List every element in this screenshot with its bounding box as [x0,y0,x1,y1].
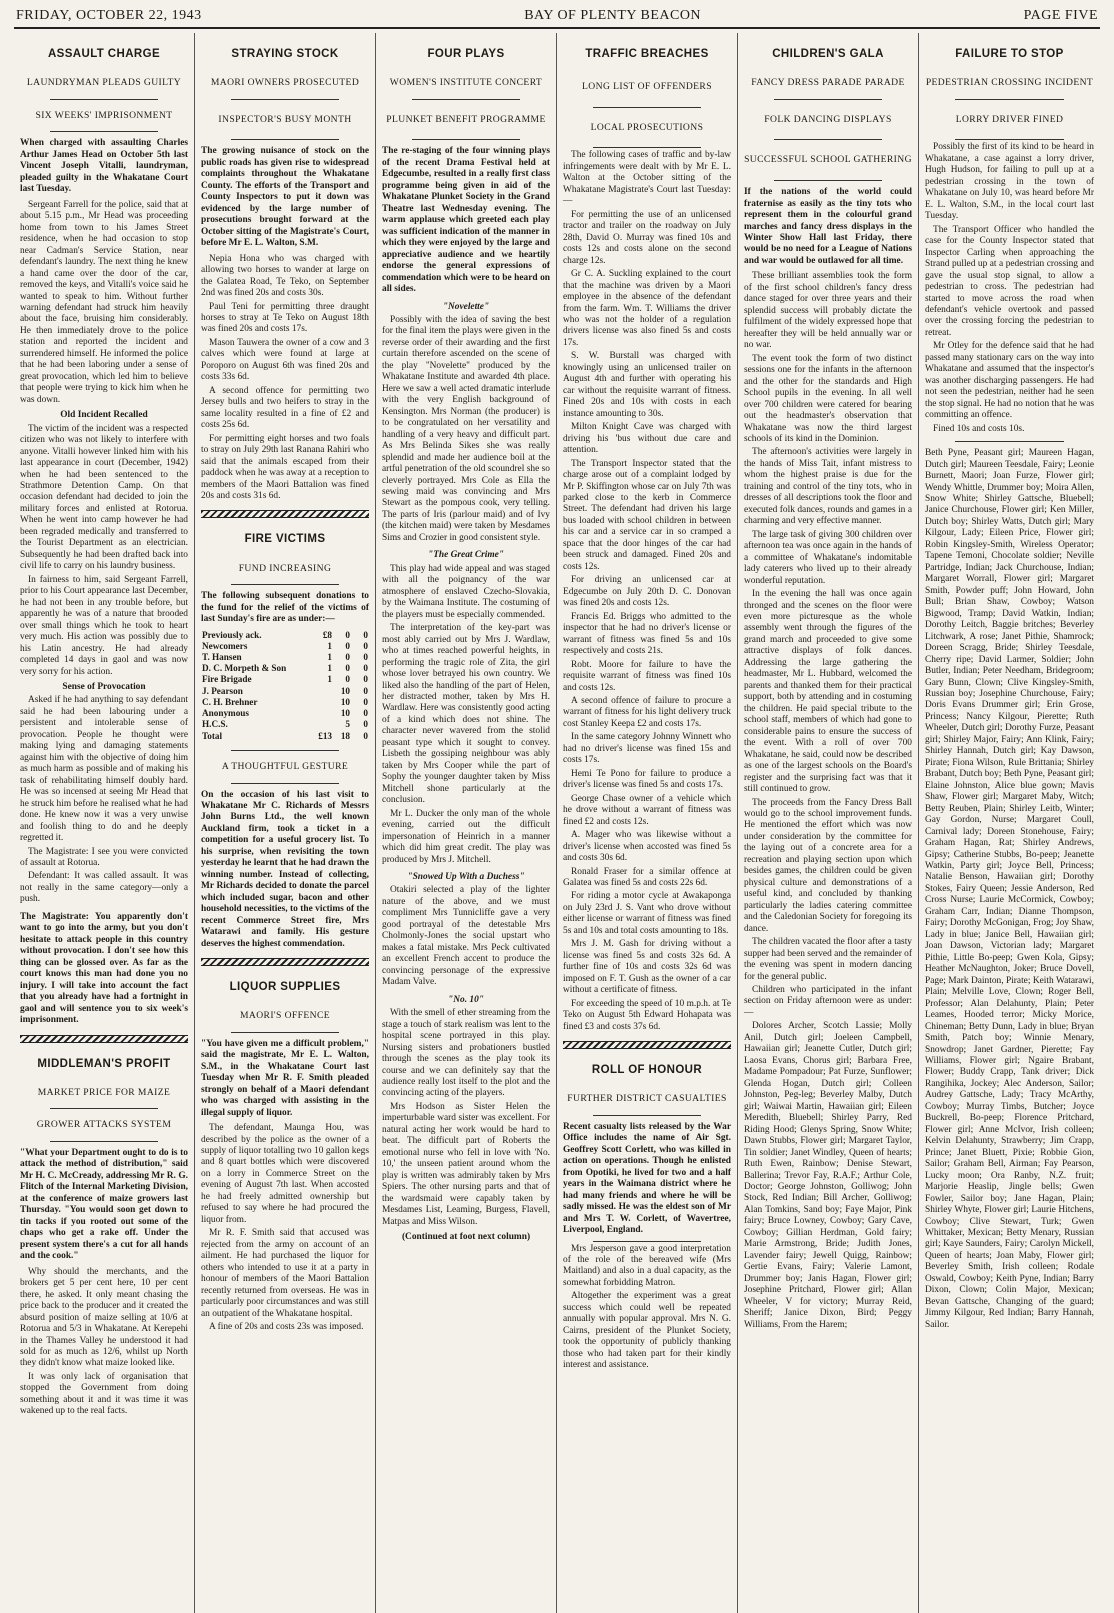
headline-childrens-gala: CHILDREN'S GALA [772,48,884,60]
column-2 [195,33,376,1613]
article-lede: On the occasion of his last visit to Whakatane Mr C. Richards of Messrs John Burns Ltd., the well known Auckland firm, took a ticket in a competition for a useful grocery list. To his surprise, when revisiting the town yesterday he learnt that he had drawn the winning number. Instead of collecting, Mr Richards decided to donate the parcel which included sugar, bacon and other household necessities, to the victims of the recent Commerce Street fire, Mrs Watarawi and family. His gesture deserves the highest commendation. [201,789,369,949]
paragraph: The afternoon's activities were largely in the hands of Miss Tait, infant mistress to whom the highest praise is due for the training and control of the tiny tots, who in dresses of all descriptions took the floor and executed folk dances, rounds and games in a charming and very effective manner. [744,447,912,527]
deck: SUCCESSFUL SCHOOL GATHERING [744,154,912,166]
divider [593,1115,701,1116]
amount-shillings: 10 [340,708,350,719]
paragraph: Paul Teni for permitting three draught horses to stray at Te Teko on August 18th was fined 20s and costs 17s. [201,301,369,335]
paragraph: For riding a motor cycle at Awakaponga on July 23rd J. S. Vant who drove without either license or warrant of fitness was fined 5s and 10s and total costs amounting to 18s. [563,891,731,936]
donation-row [201,708,369,719]
article-lede: If the nations of the world could fraternise as easily as the tiny tots who represent them in the colourful grand marches and fancy dress displays in the Winter Show Hall last Friday, there would be no need for a League of Nations and war would be outlawed for all time. [744,187,912,266]
paragraph: Mr L. Ducker the only man of the whole evening, carried out the difficult impersonation of Heinrich in a manner which did him great credit. The play was produced by Mrs J. Mitchell. [382,808,550,865]
ornament-divider [201,958,369,966]
donor-name: J. Pearson [202,685,243,696]
divider [50,99,158,100]
headline-straying-stock: STRAYING STOCK [231,48,339,60]
amount-shillings: 0 [345,629,350,640]
divider [593,147,701,148]
deck: FUND INCREASING [238,562,332,574]
paragraph: A. Mager who was likewise without a driver's license when accosted was fined 5s and costs 30s 6d. [563,830,731,864]
donation-row [201,719,369,730]
paragraph: Asked if he had anything to say defendant said he had been labouring under a persistent and intolerable sense of provocation. People he thought were making lying and damaging statements against him with the objective of doing him as much harm as possible and of making his task of rehabilitating himself doubly hard. He was so incensed at seeing Mr Head that he struck him before he realised what he had done. He knew now it was a very unwise and foolish thing to do and he deeply regretted it. [20,695,188,844]
divider [593,1241,701,1242]
donation-row [201,652,369,663]
paragraph: Mrs Jesperson gave a good interpretation of the role of the bereaved wife (Mrs Maitland) and also in a dual capacity, as the somewhat forbidding Matron. [563,1243,731,1288]
subhead: Sense of Provocation [62,681,146,692]
deck: GROWER ATTACKS SYSTEM [36,1119,172,1131]
donor-name: Total [202,730,223,741]
paragraph: Otakiri selected a play of the lighter nature of the above, and we must compliment Mrs Tunnicliffe gave a very good portrayal of the detestable Mrs Cholmonly-Jones the social upstart who makes a fatal mistake. Mrs Peck cultivated an excellent French accent to produce the convincing personage of the expressive Madam Valve. [382,885,550,988]
headline-assault-charge: ASSAULT CHARGE [47,48,161,60]
column-5 [738,33,919,1613]
article-body [201,254,369,503]
paper-name: BAY OF PLENTY BEACON [524,8,702,23]
deck: FOLK DANCING DISPLAYS [764,113,892,125]
donor-name: Fire Brigade [202,674,252,685]
subhead: Old Incident Recalled [60,410,148,421]
play-title: "Novelette" [442,301,490,312]
paragraph: George Chase owner of a vehicle which he drove without a warrant of fitness was fined £2 and costs 12s. [563,793,731,827]
paragraph: Sergeant Farrell for the police, said that at about 5.15 p.m., Mr Head was proceeding home from town to his James Street residence, when he had occasion to stop near Cadman's Service Station, near defendant's laundry. The next thing he knew a hand came over the door of the car, removed the keys, and Vitalli's voice said he wanted to speak to him. Without further warning defendant had struck him heavily about the face, bruising him considerably. He then immediately drove to the police station and reported the incident and surrendered himself. He informed the police that he had been laboring under a sense of great provocation, which led him to believe that people were trying to kick him when he was down. [20,199,188,405]
amount-shillings: 10 [340,696,350,707]
paragraph: The event took the form of two distinct sessions one for the infants in the afternoon and the other for the standards and High School pupils in the evening. In all well over 700 children were catered for bearing out the headmaster's observation that Whakatane was now the third largest schools of its kind in the Dominion. [744,353,912,444]
paragraph: In the evening the hall was once again thronged and the scenes on the floor were even more picturesque as the whole assembly went through the figures of the grand march and proceeded to give some attractive displays of folk dances. Addressing the large gathering the headmaster, Mr L. Hubbard, welcomed the parents and thanked them for their practical support, both by attending and in costuming the children. He paid special tribute to the school staff, members of which had gone to considerable pains to ensure the success of the event. With a roll of over 700 Whakatane, he said, could now be described as one of the largest schools on the Board's register and the surprising fact was that it still continued to grow. [744,589,912,795]
deck: FANCY DRESS PARADE PARADE [751,77,905,89]
divider [50,1141,158,1142]
amount-shillings: 10 [340,685,350,696]
divider [774,99,882,100]
paragraph: The Transport Inspector stated that the charge arose out of a complaint lodged by Mr P. Skiffington whose car on July 7th was parked close to the kerb in Commerce Street. The defendant had driven his large bus loaded with school children in between his car and a service car in so cramped a space that the door hinges of the car had been struck and damaged. Fined 20s and costs 12s. [563,458,731,572]
deck: LAUNDRYMAN PLEADS GUILTY [26,77,182,89]
donor-name: H.C.S. [202,719,228,730]
paragraph: Milton Knight Cave was charged with driving his 'bus without due care and attention. [563,422,731,456]
divider [412,139,520,140]
paragraph: Altogether the experiment was a great success which could well be repeated annually with popular approval. Mrs N. G. Cairns, president of the Plunket Society, took the opportunity of publicly thanking those who had taken part for their kindly interest and assistance. [563,1291,731,1371]
headline-fire-victims: FIRE VICTIMS [244,533,326,546]
amount-pounds [315,697,333,708]
amount-shillings: 0 [345,640,350,651]
amount-pounds: £8 [322,629,332,640]
donor-name: Newcomers [202,640,248,651]
amount-pounds: 1 [327,674,332,685]
paragraph: S. W. Burstall was charged with knowingly using an unlicensed trailer on August 4th and further with operating his car without the requisite warrant of fitness. Fined 20s and 10s with costs in each instance amounting to 30s. [563,351,731,419]
paragraph: Mason Tauwera the owner of a cow and 3 calves which were found at large at Poroporo on August 6th was fined 20s and costs 33s 6d. [201,337,369,383]
paragraph: Defendant: It was called assault. It was not really in the same category—only a push. [20,871,188,905]
paragraph: Ronald Fraser for a similar offence at Galatea was fined 5s and costs 22s 6d. [563,866,731,889]
divider [231,584,339,585]
deck: FURTHER DISTRICT CASUALTIES [567,1093,727,1105]
paragraph: A fine of 20s and costs 23s was imposed. [209,1322,364,1333]
article-lede: The re-staging of the four winning plays of the recent Drama Festival held at Edgecumbe, resulted in a really first class programme being given in aid of the Whakatane Plunket Society in the Grand Theatre last Wednesday evening. The warm applause which greeted each play was sufficient indication of the manner in which they were enjoyed by the large and appreciative audience and we heartily endorse the general expressions of commendation which were to be heard on all sides. [382,146,550,295]
amount-pounds [315,708,333,719]
amount-shillings: 0 [345,663,350,674]
article-lede: When charged with assaulting Charles Arthur James Head on October 5th last Vincent Joseph Vitalli, laundryman, pleaded guilty in the Whakatane Court last Tuesday. [20,138,188,195]
amount-pounds: 1 [327,640,332,651]
amount-shillings: 0 [345,674,350,685]
headline-traffic-breaches: TRAFFIC BREACHES [585,48,709,60]
divider [50,131,158,132]
paragraph: These brilliant assemblies took the form of the first school children's fancy dress dance staged for over three years and their splendid success will probably dictate the fulfilment of the widely expressed hope that hereafter they will be held annually war or no war. [744,271,912,351]
amount-pence: 0 [363,730,368,741]
paragraph: The victim of the incident was a respected citizen who was not likely to interfere with anyone. Vitalli however linked him with his last appearance in court (December, 1942) when he had been sentenced to the Strathmore Detention Camp. On that occasion defendant had decided to join the military forces and enlisted at Rotorua. When he went into camp however he had been regraded medically and transferred to the Tourist Department as an electrician. Subsequently he had been drafted back into civil life to carry on his laundry business. [20,423,188,572]
donations-total-row [201,731,369,742]
paragraph: The interpretation of the key-part was most ably carried out by Mrs J. Wardlaw, who at times reached powerful heights, in performing the tragic role of Zita, the girl whose lover betrayed his own country. We liked also the handling of the part of Helen, her distracted mother, taken by Mrs H. Wardlaw. Here was consistently good acting of a kind which does not shine. The character never wavered from the stolid peasant type which it sought to convey. Lisbeth the gossiping neighbour was ably taken by Mrs Cooper while the part of Sophy the younger daughter taken by Miss Mitchell shone particularly at the conclusion. [382,623,550,806]
amount-shillings: 5 [345,719,350,730]
play-title: "Snowed Up With a Duchess" [407,872,525,883]
article-lede: "What your Department ought to do is to attack the method of distribution," said Mr H. C. McCready, addressing Mr R. G. Flitch of the Internal Marketing Division, at the conference of maize growers last Thursday. "You would soon get down to tin tacks if you rooted out some of the chaps who get a rake off. Under the present system there's a cut for all hands and the cook." [20,1148,188,1262]
paragraph: For permitting eight horses and two foals to stray on July 29th last Ranana Rahiri who said that the animals escaped from their paddock when he was away at a reception to members of the Maori Battalion was fined 20s and costs 31s 6d. [201,433,369,502]
continued-note: (Continued at foot next column) [401,1232,531,1243]
amount-pence: 0 [363,685,368,696]
paragraph: Mrs Hodson as Sister Helen the imperturbable ward sister was excellent. For natural acting her work would be hard to beat. The difficult part of Roberts the emotional nurse who fell in love with 'No. 10,' the unseen patient around whom the play is written was admirably taken by Mrs Spiers. The other nursing parts and that of the wardsmaid were capably taken by Mesdames List, Leaming, Burgess, Flavell, Matpas and Miss Wilson. [382,1101,550,1227]
paragraph: A second offence for permitting two Jersey bulls and two heifers to stray in the same locality resulted in a fine of £2 and costs 25s 6d. [201,385,369,431]
column-4 [557,33,738,1613]
paragraph: This play had wide appeal and was staged with all the poignancy of the war atmosphere of enslaved Czecho-Slovakia, by the Waimana Institute. The costuming of the players must be especially commended. [382,563,550,620]
paragraph: For exceeding the speed of 10 m.p.h. at Te Teko on August 5th Edward Hohapata was fined £3 and costs 37s 6d. [563,998,731,1032]
paragraph: Fined 10s and costs 10s. [933,423,1025,434]
donor-name: T. Hansen [202,652,242,663]
paragraph: For driving an unlicensed car at Edgecumbe on July 20th D. C. Donovan was fined 20s and costs 12s. [563,575,731,609]
deck: LORRY DRIVER FINED [955,113,1064,125]
deck: MAORI'S OFFENCE [239,1010,331,1022]
donor-name: Anonymous [202,708,249,719]
ornament-divider [201,510,369,518]
divider [231,1032,339,1033]
headline-four-plays: FOUR PLAYS [427,48,505,60]
paragraph: Nepia Hona who was charged with allowing two horses to wander at large on the Galatea Road, Te Teko, on September 2nd was fined 20s and costs 30s. [201,253,369,299]
article-body [925,142,1094,435]
donations-table [201,630,369,742]
divider [231,99,339,100]
amount-pounds: 1 [327,663,332,674]
donation-row [201,697,369,708]
divider [955,441,1064,442]
divider [231,750,339,751]
deck: MARKET PRICE FOR MAIZE [37,1086,171,1098]
article-body [563,150,731,1033]
paragraph: Mr Otley for the defence said that he had passed many stationary cars on the way into Whakatane and assumed that the inspector's was another discharging passengers. He had not seen the pedestrian, neither had he seen the stop signal. He had no notion that he was committing an offence. [925,341,1094,421]
paragraph: Robt. Moore for failure to have the requisite warrant of fitness was fined 10s and costs 12s. [563,659,731,693]
paragraph: In the same category Johnny Winnett who had no driver's license was fined 15s and costs 17s. [563,732,731,766]
divider [412,99,520,100]
masthead [14,6,1100,29]
amount-pence: 0 [363,652,368,663]
deck: LOCAL PROSECUTIONS [590,121,704,133]
article-lede: "You have given me a difficult problem," said the magistrate, Mr E. L. Walton, S.M., in the Whakatane Court last Tuesday when Mr R. F. Smith pleaded strongly on behalf of a Maori defendant who was charged with assisting in the illegal supply of liquor. [201,1038,369,1118]
donation-row [201,641,369,652]
headline-failure-to-stop: FAILURE TO STOP [955,48,1064,60]
bold-paragraph: The Magistrate: You apparently don't want to go into the army, but you don't hesitate to attack people in this country without provocation. I don't see how this thing can be glossed over. As far as the court knows this man had done you no injury. I will take into account the fact that you already have had a fortnight in gaol and will sentence you to six week's imprisonment. [20,911,188,1026]
amount-pence: 0 [363,708,368,719]
column-1 [14,33,195,1613]
donor-name: Previously ack. [202,629,262,640]
page-number: PAGE FIVE [1023,8,1098,23]
donor-name: D. C. Morpeth & Son [202,663,287,674]
divider [774,180,882,181]
amount-pence: 0 [363,674,368,685]
paragraph: It was only lack of organisation that stopped the Government from doing something about it and it was time it was wakened up to the real facts. [20,1371,188,1417]
amount-pounds: 1 [327,652,332,663]
paragraph: The Magistrate: I see you were convicted of assault at Rotorua. [20,846,188,869]
amount-pounds: £13 [318,730,332,741]
paragraph: The proceeds from the Fancy Dress Ball would go to the school improvement funds. He mentioned the effort which was now under consideration by the committee for the laying out of a concrete area for a recreation and playing section upon which besides games, the children could be given physical culture and demonstrations of a useful kind, and concluded by thanking particularly the ladies catering committee and the Caledonian Society for foregoing its dance. [744,797,912,934]
paragraph: A second offence of failure to procure a warrant of fitness for his light delivery truck cost Stanley Keepa £2 and costs 17s. [563,695,731,729]
paragraph: The children vacated the floor after a tasty supper had been served and the remainder of the evening was spent in modern dancing for the general public. [744,937,912,982]
paragraph: The Transport Officer who handled the case for the County Inspector stated that Inspector Carling when approaching the Strand pulled up at a pedestrian crossing and gave the usual stop signal, to allow a pedestrian to cross. The pedestrian had started to move across the road when defendant's vehicle overtook and passed over the crossing forcing the pedestrian to retreat. [925,224,1094,338]
paragraph: Why should the merchants, and the brokers get 5 per cent here, 10 per cent there, he asked. It only meant chasing the price back to the producer and it created the absurd position of maize selling at 10/6 at Rotorua and 5/3 in Whakatane. At Kerepehi in the Thames Valley he understood it had sold for as much as 12/6, whilst up North they didn't know what maize looked like. [20,1266,188,1369]
paragraph: Children who participated in the infant section on Friday afternoon were as under:— [744,985,912,1018]
deck: WOMEN'S INSTITUTE CONCERT [389,77,543,89]
play-title: "The Great Crime" [427,550,505,561]
amount-shillings: 18 [340,730,350,741]
deck: A THOUGHTFUL GESTURE [221,760,349,772]
headline-middlemans-profit: MIDDLEMAN'S PROFIT [37,1057,171,1070]
paragraph: The following cases of traffic and by-law infringements were dealt with by Mr E. L. Walton at the October sitting of the Whakatane Magistrate's Court last Tuesday:— [563,150,731,207]
article-body [744,271,912,1331]
deck: INSPECTOR'S BUSY MONTH [218,113,352,125]
divider [50,1108,158,1109]
amount-pence: 0 [363,640,368,651]
article-body [382,315,550,1228]
divider [774,139,882,140]
divider [955,99,1064,100]
paragraph: The defendant, Maunga Hou, was described by the police as the owner of a supply of liquor totalling two 10 gallon kegs and 8 quart bottles which were discovered on a lorry in Commerce Street on the evening of August 7th last. When accosted he had freely admitted ownership but refused to say where he had procured the liquor from. [201,1123,369,1225]
paragraph: Hemi Te Pono for failure to produce a driver's license was fined 5s and costs 17s. [563,768,731,791]
article-body [201,1123,369,1333]
paragraph: The large task of giving 300 children over afternoon tea was once again in the hands of a committee of Whakatane's indomitable lady caterers who lived up to their already wonderful reputation. [744,529,912,586]
divider [231,139,339,140]
article-body [563,1244,731,1372]
amount-shillings: 0 [345,652,350,663]
paragraph: In fairness to him, said Sergeant Farrell, prior to his Court appearance last December, he had not been in any trouble before, but apparently he was of a nature that brooded over small things which he took to heart very much. His action was possibly due to his Latin ancestry. He had already completed 14 days in gaol and was now very sorry for his action. [20,574,188,677]
article-lede: The growing nuisance of stock on the public roads has given rise to widespread complaints throughout the Whakatane County. The efforts of the Transport and County Inspectors to put it down was evidenced by the large number of prosecutions brought forward at the October sitting of the Magistrate's Court, before Mr E. L. Walton, S.M. [201,146,369,249]
article-lede: Recent casualty lists released by the War Office includes the name of Air Sgt. Geoffrey Scott Corlett, who was killed in action on operations. Though he enlisted from Opotiki, he lived for two and a half years in the Waimana district where he had many friends and where he will be sadly missed. He was the eldest son of Mr and Mrs T. W. Corlett, of Wavertree, Liverpool, England. [563,1121,731,1236]
divider [955,139,1064,140]
paragraph: For permitting the use of an unlicensed tractor and trailer on the roadway on July 28th, David O. Murray was fined 10s and costs 12s and costs alone on the second charge 12s. [563,209,731,266]
play-title: "No. 10" [448,994,484,1005]
donation-row [201,663,369,674]
donor-name: C. H. Brehner [202,696,258,707]
amount-pence: 0 [363,719,368,730]
columns [14,33,1100,1613]
paragraph: Mrs J. M. Gash for driving without a license was fined 5s and costs 32s 6d. A further fine of 10s and costs 32s 6d was imposed on F. T. Gush as the owner of a car without a certificate of fitness. [563,939,731,996]
amount-pounds [315,686,333,697]
paragraph: Possibly the first of its kind to be heard in Whakatane, a case against a lorry driver, Hugh Hudson, for failing to pull up at a pedestrian crossing in the town of Whakatane on July 10, was heard before Mr E. L. Walton, S.M., in the local court last Tuesday. [925,142,1094,222]
article-body [20,1267,188,1418]
column-3 [376,33,557,1613]
issue-date: FRIDAY, OCTOBER 22, 1943 [16,8,202,23]
article-body [20,200,188,906]
paragraph: Dolores Archer, Scotch Lassie; Molly Anil, Dutch girl; Joeleen Campbell, Hawaiian girl; Jeanette Cutler, Dutch girl; Laosa Evans, Chorus girl; Barbara Free, Madame Pompadour; Pat Furze, Sunflower; Glenda Hogan, Dutch girl; Colleen Johnston, Peg-leg; Beverley Malby, Dutch girl; Waiwai Martin, Hawaiian girl; Eileen Meredith, Bluebell; Shirley Parry, Red Riding Hood; Glenys Spring, Snow White; Dawn Stubbs, Flower girl; Margaret Taylor, Tin soldier; Janet Windley, Queen of hearts; Ruth Ewen, Rainbow; Denise Stewart, Ballerina; Trevor Fay, R.A.F.; Arthur Cole, Doctor; George Johnston, Golliwog; John Stock, Red Indian; Bill Archer, Golliwog; Alan Tomkins, Sand boy; Faye Major, Pink fairy; Bruce Lowney, Cowboy; Gary Cave, Cowboy; Gillian Herdman, Gold fairy; Marie Armstrong, Bride; Judith Jones, Lavender fairy; Jewell Quigg, Rainbow; Gertie Evans, Fairy; Valerie Lamont, Drummer boy; Janis Hagan, Flower girl; Josephine Pritchard, Flower girl; Allan Wheeler, V for victory; Murray Reid, Sheriff; Janice Dixon, Bird; Peggy Williams, From the Harem; [744,1021,912,1330]
deck: LONG LIST OF OFFENDERS [582,81,712,93]
deck: PEDESTRIAN CROSSING INCIDENT [925,77,1094,89]
donation-row [201,674,369,685]
column-6 [919,33,1100,1613]
paragraph: Possibly with the idea of saving the best for the final item the plays were given in the reverse order of their awarding and the first curtain therefore ascended on the scene of the play "Novelette" produced by the Whakatane Institute and awarded 4th place. Here we saw a well acted dramatic interlude with the very English background of Kensington. Mrs Norman (the producer) is to be congratulated on her versatility and handling of a very heavy and difficult part. As Mrs Belinda Sikes she was really splendid and made her audience boil at the artful penetration of the old scoundrel she so cleverly portrayed. Mrs Cole as Ella the sewing maid was convincing and Mrs Stewart as the pompous cook, very telling. The parts of Iris (parlour maid) and of Ivy (the kitchen maid) were taken by Mesdames Sims and Crozier in good consistent style. [382,314,550,543]
amount-pence: 0 [363,629,368,640]
donation-row [201,630,369,641]
deck: MAORI OWNERS PROSECUTED [210,77,360,89]
ornament-divider [563,1041,731,1049]
headline-roll-of-honour: ROLL OF HONOUR [591,1064,703,1077]
divider [231,783,339,784]
divider [593,107,701,108]
donation-row [201,686,369,697]
paragraph: Mr R. F. Smith said that accused was rejected from the army on account of an ailment. He had purchased the liquor for others who intended to use it at a party in honour of members of the Maori Battalion recently returned from overseas. He was in particularly poor circumstances and was still an outpatient of the Whakatane hospital. [201,1228,369,1319]
paragraph: Gr C. A. Suckling explained to the court that the machine was driven by a Maori employee in the absence of the defendant from the farm. Wm. T. Williams the driver who was not the holder of a regulation drivers license was also fined 5s and costs 17s. [563,269,731,348]
headline-liquor-supplies: LIQUOR SUPPLIES [229,981,341,994]
article-lede: The following subsequent donations to the fund for the relief of the victims of last Sunday's fire are as under:— [201,591,369,625]
ornament-divider [20,1035,188,1043]
paragraph: Francis Ed. Briggs who admitted to the inspector that he had no driver's license or warrant of fitness was fined 5s and 10s respectively and costs 21s. [563,611,731,657]
amount-pence: 0 [363,663,368,674]
amount-pounds [315,719,333,730]
paragraph: With the smell of ether streaming from the stage a touch of stark realism was lent to the hospital scene portrayed in this play. Nursing sisters and probationers bustled through the scenes as the play took its course and we can definitely say that the audience really lost itself to the plot and the convincing acting of the players. [382,1008,550,1099]
amount-pence: 0 [363,696,368,707]
deck: SIX WEEKS' IMPRISONMENT [35,109,173,121]
participant-list: Beth Pyne, Peasant girl; Maureen Hagan, Dutch girl; Maureen Teesdale, Fairy; Leonie Burnett, Maori; Joan Furze, Flower girl; Wendy Whittle, Drummer boy; Moira Allen, Snow White; Shirley Gattsche, Bluebell; Janice Churchouse, Flower girl; Ken Miller, Dutch boy; Shirley Watts, Dutch girl; Mary Kilgour, Lady; Eileen Price, Flower girl; Robin Kingsley-Smith, Wireless Operator; Tapene Temoni, Chocolate soldier; Neville Partridge, Indian; Jack Churchouse, Indian; Margaret Worrall, Flower girl; Margaret Smith, Powder puff; John Howard, John Bull; Brian Shaw, Cowboy; Watson Bigwood, Tramp; David Watkin, Indian; Dorothy Leitch, Baggie britches; Beverley Litchwark, A rose; Janet Pithie, Shamrock; Doreen Scragg, Bride; Shirley Teesdale, Cherry ripe; David Larmer, Soldier; John Butler, Indian; Peter Needham, Bridegroom; Gary Bunn, Clown; Clive Kingsley-Smith, Russian boy; Josephine Churchouse, Fairy; Doris Evans Drummer girl; Erin Grose, Princess; Nancy Kilgour, Pierette; Ruth Wheeler, Dutch girl; Dorothy Furze, Peasant girl; Shirley Major, Fairy; Ann Klink, Fairy; Shirley Hannah, Dutch girl; Kay Dawson, Pirate; Fiona Wilson, Rule Brittania; Shirley Brabant, Dutch boy; Beth Pyne, Peasant girl; Elaine Johnston, Alice blue gown; Mavis Shaw, Flower girl; Margaret Maby, Witch; Betty Reuben, Plain; Shirley Leitb, Winter; Gay Gordon, Nurse; Margaret Coull, Carnival lady; Doreen Stonehouse, Fairy; Graham Hagan, Rat; Shirley Andrews, Gipsy; Catherine Stubbs, Bo-peep; Jeanette Watkin, Party girl; Joyce Bell, Princess; Natalie Benson, Hawaiian girl; Dorothy Stokes, Fairy Queen; Jessie Anderson, Red Cross Nurse; Laurie McCormick, Cowboy; Graham Carr, Indian; Dianne Thompson, Fairy; Dorothy McGonigan, Frog; Joy Shaw, Lady in blue; Janice Bell, Hawaiian girl; Joan Dawson, Victorian lady; Margaret Pithie, Little Bo-peep; Gwen Kola, Gipsy; Heather McNaughton, Joker; Bruce Dovell, Page; Mark Dainton, Pirate; Keith Watarawi, Plain; Melville Love, Clown; Roger Bell, Professor; Alan Delahunty, Plain; Peter Leames, Hooded terror; Micky Morice, Chineman; Betty Dunn, Lady in blue; Bryan Smith, Patch boy; Winnie Menary, Snowdrop; Janet Gardner, Pierette; Fay Williams, Flower girl; Ngaire Brabant, Flower; Buddy Crapp, Tank driver; Dick Rangihika, Jockey; Alec Anderson, Sailor; Audrey Gattsche, Lady; Tracy McArthy, Cowboy; Murray Timbs, Butcher; Joyce Buckrell, Bo-peep; Florence Pritchard, Flower girl; Anne McIvor, Irish colleen; Kelvin Delahunty, Strawberry; Jim Crapp, Prince; Janet Bluett, Pixie; Robbie Gion, Sailor; Graham Bell, Airman; Fay Pearson, Lucky moon; Ora Ranby, N.Z. fruit; Marjorie Heaslip, Jingle bells; Gwen Fowler, Sailor boy; Jane Hagan, Plain; Shirley Whyte, Flower girl; Laurie Hitchens, Cowboy; Clive Stewart, Turk; Gwen Whittaker, Mexican; Betty Menary, Russian girl; Kaye Saunders, Fairy; Carolyn Mickell, Queen of hearts; Joan Maby, Flower girl; Beverley Smith, Irish colleen; Rodale Oswald, Cowboy; Keith Pyne, Indian; Barry Dixon, Clown; Colin Major, Mexican; Bevan Gattsche, Changing of the guard; Jimmy Kilgour, Red Indian; Barry Hannah, Sailor. [925,448,1094,1330]
deck: PLUNKET BENEFIT PROGRAMME [386,113,546,125]
